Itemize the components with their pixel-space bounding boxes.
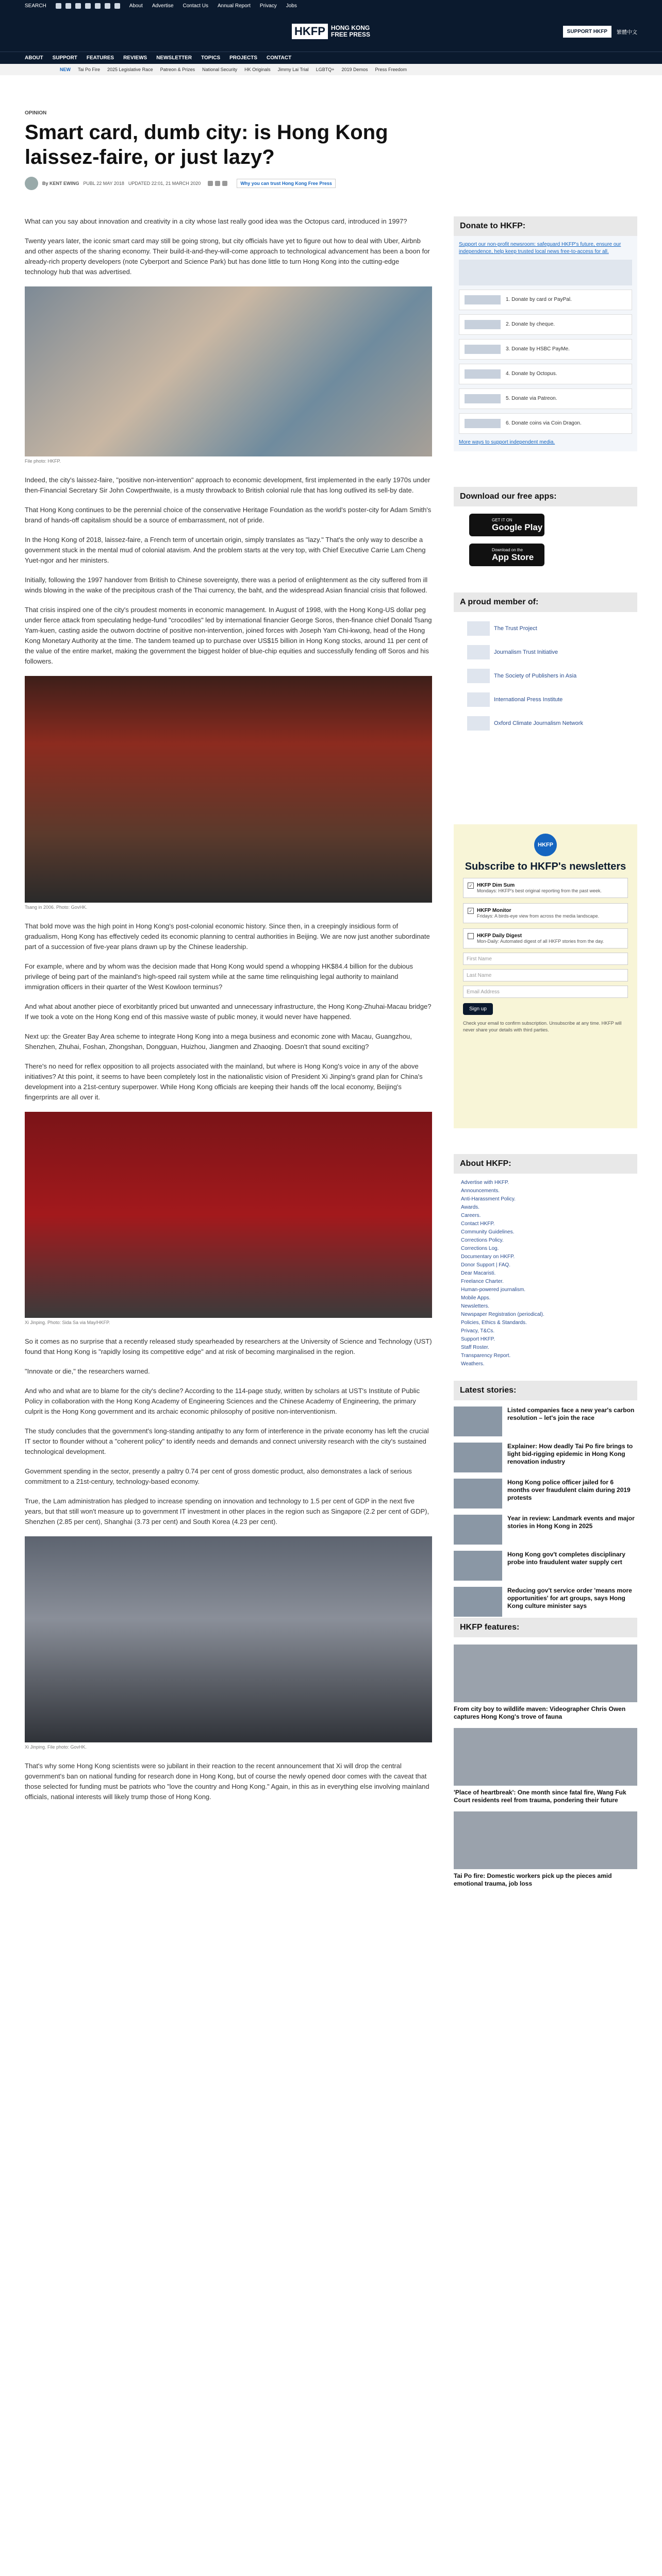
ticker-item[interactable]: 2019 Demos [341, 67, 368, 72]
donate-option[interactable]: 1. Donate by card or PayPal. [459, 290, 632, 310]
about-link[interactable]: Corrections Policy. [461, 1238, 504, 1243]
newsletter-widget [454, 824, 637, 1128]
email-field[interactable]: Email Address [463, 986, 628, 998]
about-link[interactable]: Freelance Charter. [461, 1279, 504, 1284]
topbar-link-contact[interactable]: Contact Us [183, 3, 208, 9]
article-paragraph: Twenty years later, the iconic smart card may still be going strong, but city officials have yet to figure out how to deal with Uber, Airbnb and other aspects of the sharing economy. Their build-it-and-they-will-come approach to technological advancement has been a boon for already-rich property developers (note Cyberport and Science Park) but has done little to turn Hong Kong into the cutting-edge technology hub that was advertised. [25, 237, 430, 276]
topbar-link-jobs[interactable]: Jobs [286, 3, 297, 9]
nav-features[interactable]: FEATURES [86, 55, 114, 61]
section-label[interactable]: OPINION [25, 110, 47, 116]
latest-story[interactable] [454, 1515, 637, 1545]
donate-widget [454, 216, 637, 451]
donate-option[interactable]: 6. Donate coins via Coin Dragon. [459, 413, 632, 434]
main-nav [0, 52, 662, 64]
donate-option[interactable]: 2. Donate by cheque. [459, 314, 632, 335]
nav-support[interactable]: SUPPORT [52, 55, 77, 61]
story-headline[interactable]: Hong Kong police officer jailed for 6 months over fraudulent claim during 2019 protests [507, 1479, 631, 1501]
ticker-item[interactable]: 2025 Legislative Race [107, 67, 153, 72]
logo-name: HONG KONG FREE PRESS [330, 24, 370, 38]
updated-date: UPDATED 22:01, 21 MARCH 2020 [128, 181, 201, 186]
topbar-link-annual-report[interactable]: Annual Report [217, 3, 251, 9]
article-paragraph: "Innovate or die," the researchers warned. [25, 1367, 150, 1375]
article-paragraph: There's no need for reflex opposition to all projects associated with the mainland, but where is Hong Kong's voice in any of the above initiatives? At this point, it seems to have been completely lost in the nationalistic vision of President Xi Jinping's grand plan for China's development into a 21st-century superpower. While Hong Kong officials are keeping their hands off the local economy, Beijing's fingerprints are all over it. [25, 1062, 423, 1101]
article-paragraph: What can you say about innovation and creativity in a city whose last really good idea was the Octopus card, introduced in 1997? [25, 217, 407, 225]
story-thumbnail[interactable] [454, 1515, 502, 1545]
topbar-link-advertise[interactable]: Advertise [152, 3, 174, 9]
about-link[interactable]: Anti-Harassment Policy. [461, 1196, 516, 1202]
instagram-icon[interactable] [75, 3, 81, 9]
features-list [454, 1645, 637, 1888]
byline [25, 177, 637, 190]
article-image-1 [25, 286, 432, 456]
donate-title: Donate to HKFP: [454, 216, 637, 236]
ticker-item[interactable]: HK Originals [244, 67, 271, 72]
donate-option[interactable]: 4. Donate by Octopus. [459, 364, 632, 384]
story-headline[interactable]: Listed companies face a new year's carbon resolution – let's join the race [507, 1406, 635, 1421]
latest-widget [454, 1381, 637, 1617]
about-link[interactable]: Dear Macaristi. [461, 1270, 496, 1276]
article-paragraph: Initially, following the 1997 handover from British to Chinese sovereignty, there was a period of enlightenment as the city suffered from ill winds blowing in the wake of the precipitous crash of the Thai currency, the baht, and the widespread Asian financial crisis that followed. [25, 576, 428, 594]
ticker-item[interactable]: Patreon & Prizes [160, 67, 195, 72]
ticker-item[interactable]: Tai Po Fire [78, 67, 101, 72]
nav-newsletter[interactable]: NEWSLETTER [156, 55, 192, 61]
newsletter-option[interactable]: ✓ HKFP Monitor Fridays: A birds-eye view from across the media landscape. [463, 903, 628, 923]
last-name-field[interactable]: Last Name [463, 969, 628, 981]
article-image-4 [25, 1536, 432, 1742]
feature-image[interactable] [454, 1645, 637, 1702]
member-logo[interactable]: Oxford Climate Journalism Network [467, 716, 637, 731]
image-caption: File photo: HKFP. [25, 459, 61, 464]
latest-list [454, 1406, 637, 1617]
latest-story[interactable] [454, 1479, 637, 1509]
story-thumbnail[interactable] [454, 1479, 502, 1509]
rss-icon[interactable] [114, 3, 120, 9]
member-logo[interactable]: International Press Institute [467, 692, 637, 707]
latest-story[interactable] [454, 1551, 637, 1581]
latest-story[interactable] [454, 1443, 637, 1472]
article-paragraph: Government spending in the sector, presently a paltry 0.74 per cent of gross domestic product, also demonstrates a lack of serious commitment to a 21st-century, technology-based economy. [25, 1467, 412, 1485]
article-image-2 [25, 676, 432, 903]
donate-more-link[interactable]: More ways to support independent media. [459, 439, 555, 445]
features-widget [454, 1618, 637, 1888]
article-paragraph: The study concludes that the government's long-standing antipathy to any form of interference in the private economy has left the crucial IT sector to flounder without a "coherent policy" to identify needs and demands and connect university research with the city's sustained technological development. [25, 1427, 429, 1455]
logo-mark: HKFP [292, 24, 328, 39]
story-thumbnail[interactable] [454, 1443, 502, 1472]
about-link[interactable]: Mobile Apps. [461, 1295, 491, 1301]
nav-topics[interactable]: TOPICS [201, 55, 221, 61]
about-link[interactable]: Corrections Log. [461, 1246, 499, 1251]
share-x-icon[interactable] [215, 181, 220, 186]
feature-headline[interactable]: 'Place of heartbreak': One month since fatal fire, Wang Fuk Court residents reel from trauma, pondering their future [454, 1789, 626, 1804]
about-link[interactable]: Community Guidelines. [461, 1229, 515, 1235]
trust-link[interactable]: Why you can trust Hong Kong Free Press [237, 179, 336, 188]
latest-story[interactable] [454, 1406, 637, 1436]
members-title: A proud member of: [454, 592, 637, 612]
article-paragraph: In the Hong Kong of 2018, laissez-faire, a French term of uncertain origin, simply translates as "lazy." That's the only way to describe a government stuck in the mental mud of colonial atavism. And the problem starts at the very top, with Chief Executive Carrie Lam Cheng Yuet-ngor and her ministers. [25, 536, 426, 564]
ticker-item[interactable]: LGBTQ+ [316, 67, 335, 72]
article-body [25, 216, 432, 1811]
feature-image[interactable] [454, 1811, 637, 1869]
about-link[interactable]: Transparency Report. [461, 1353, 511, 1359]
image-caption: Xi Jinping. File photo: GovHK. [25, 1744, 87, 1750]
story-thumbnail[interactable] [454, 1551, 502, 1581]
story-thumbnail[interactable] [454, 1587, 502, 1617]
feature-headline[interactable]: From city boy to wildlife maven: Videographer Chris Owen captures Hong Kong's trove of fauna [454, 1705, 626, 1720]
site-header [0, 11, 662, 52]
article-paragraph: And what about another piece of exorbitantly priced but unwanted and unnecessary infrastructure, the Hong Kong-Zhuhai-Macau bridge? If we took a vote on the Hong Kong end of this massive waste of public money, it would never have happened. [25, 1003, 432, 1021]
newsletter-logo: HKFP [534, 834, 557, 856]
ticker-item[interactable]: Jimmy Lai Trial [277, 67, 309, 72]
latest-title: Latest stories: [454, 1381, 637, 1400]
article-paragraph: Indeed, the city's laissez-faire, "positive non-intervention" approach to economic development, first implemented in the early 1970s under then-Financial Secretary Sir John Cowperthwaite, is a musty throwback to British colonial rule that has long outlived its sell-by date. [25, 476, 431, 494]
linkedin-icon[interactable] [105, 3, 110, 9]
article-paragraph: That crisis inspired one of the city's proudest moments in economic management. In August of 1998, with the Hong Kong-US dollar peg under fierce attack from speculating hedge-fund "crocodiles" led by international financier George Soros, then-finance chief Donald Tsang Yam-kuen, casting aside the outworn doctrine of positive non-intervention, joined forces with Joseph Yam Chi-kwong, head of the Hong Kong Monetary Authority at the time. The tandem teamed up to purchase over US$15 billion in Hong Kong stocks, around 11 per cent of the value of the entire market, making the government the biggest holder of blue-chip equities and successfully fending off Soros and his followers. [25, 606, 432, 665]
about-link[interactable]: Human-powered journalism. [461, 1287, 526, 1293]
app-store-badge[interactable]: Download on the App Store [469, 544, 544, 566]
topbar-link-privacy[interactable]: Privacy [259, 3, 277, 9]
topbar-link-about[interactable]: About [129, 3, 143, 9]
about-link[interactable]: Careers. [461, 1213, 481, 1218]
about-link[interactable]: Newspaper Registration (periodical). [461, 1312, 544, 1317]
search-link[interactable]: SEARCH [25, 3, 46, 9]
site-logo[interactable] [292, 24, 370, 39]
x-icon[interactable] [65, 3, 71, 9]
image-caption: Tsang in 2006. Photo: GovHK. [25, 905, 88, 910]
story-thumbnail[interactable] [454, 1406, 502, 1436]
newsletter-option[interactable]: HKFP Daily Digest Mon-Daily: Automated digest of all HKFP stories from the day. [463, 928, 628, 948]
support-button[interactable]: SUPPORT HKFP [563, 26, 611, 38]
nav-projects[interactable]: PROJECTS [229, 55, 258, 61]
article-paragraph: So it comes as no surprise that a recently released study spearheaded by researchers at the University of Science and Technology (UST) found that Hong Kong is "rapidly losing its competitive edge" and at risk of becoming marginalised in the region. [25, 1337, 432, 1355]
checkbox-checked[interactable]: ✓ [468, 883, 474, 889]
facebook-icon[interactable] [56, 3, 61, 9]
ticker-item[interactable]: National Security [202, 67, 238, 72]
image-caption: Xi Jinping. Photo: Sida Sa via May/HKFP. [25, 1320, 110, 1325]
nav-reviews[interactable]: REVIEWS [123, 55, 147, 61]
nav-contact[interactable]: CONTACT [267, 55, 292, 61]
member-logo[interactable]: Journalism Trust Initiative [467, 645, 637, 659]
story-headline[interactable]: Explainer: How deadly Tai Po fire brings to light bid-rigging epidemic in Hong Kong renovation industry [507, 1443, 633, 1465]
share-icons [208, 181, 227, 186]
about-link[interactable]: Privacy, T&Cs. [461, 1328, 495, 1334]
checkbox-checked[interactable]: ✓ [468, 908, 474, 914]
threads-icon[interactable] [95, 3, 101, 9]
newsletter-note: Check your email to confirm subscription. Unsubscribe at any time. HKFP will never share your details with third parties. [463, 1021, 622, 1032]
article-title: Smart card, dumb city: is Hong Kong laissez-faire, or just lazy? [25, 121, 388, 168]
member-logo[interactable]: The Trust Project [467, 621, 637, 636]
story-headline[interactable]: Hong Kong gov't completes disciplinary probe into fraudulent water supply cert [507, 1551, 625, 1566]
feature-headline[interactable]: Tai Po fire: Domestic workers pick up the pieces amid emotional trauma, job loss [454, 1872, 612, 1887]
about-link[interactable]: Documentary on HKFP. [461, 1254, 515, 1260]
about-link[interactable]: Staff Roster. [461, 1345, 489, 1350]
article-paragraph: Next up: the Greater Bay Area scheme to integrate Hong Kong into a mega business and economic zone with Macau, Guangzhou, Shenzhen, Zhuhai, Foshan, Zhongshan, Dongguan, Huizhou, Jiangmen and Zhaoqing. Doesn't that sound exciting? [25, 1032, 412, 1050]
newsletter-title: Subscribe to HKFP's newsletters [465, 861, 626, 872]
article-paragraph: That's why some Hong Kong scientists were so jubilant in their reaction to the recent announcement that Xi will drop the central government's ban on national funding for research done in Hong Kong, but of course the newly opened door comes with the caveat that those selected for funding must be patriots who "love the country and Hong Kong." Again, in this as in everything else involving mainland officials, national interests will likely trump those of Hong Kong. [25, 1762, 429, 1801]
about-link[interactable]: Announcements. [461, 1188, 500, 1194]
signup-button[interactable]: Sign up [463, 1003, 493, 1015]
article-paragraph: That bold move was the high point in Hong Kong's post-colonial economic history. Since then, in a creepingly insidious form of gradualism, Hong Kong has effectively ceded its economic planning to central authorities in Beijing. We are now just another subordinate part of a succession of five-year plans drawn up by the Chinese leadership. [25, 922, 430, 951]
article-paragraph: For example, where and by whom was the decision made that Hong Kong would spend a whopping HK$84.4 billion for the dubious privilege of being part of the mainland's high-speed rail system while at the same time relinquishing legal authority to mainland immigration officers in their quarter of the West Kowloon terminus? [25, 962, 413, 991]
apps-title: Download our free apps: [454, 487, 637, 506]
about-links [454, 1174, 637, 1374]
payment-logos [459, 260, 632, 285]
article-paragraph: That Hong Kong continues to be the perennial choice of the conservative Heritage Foundation as the world's poster-city for Adam Smith's brand of hands-off capitalism should be a source of embarrassment, not of pride. [25, 506, 432, 524]
about-link[interactable]: Weathers. [461, 1361, 485, 1367]
about-link[interactable]: Policies, Ethics & Standards. [461, 1320, 527, 1326]
published-date: PUBL 22 MAY 2018 [83, 181, 124, 186]
about-link[interactable]: Donor Support | FAQ. [461, 1262, 510, 1268]
donate-text[interactable]: Support our non-profit newsroom: safeguard HKFP's future, ensure our independence, help keep trusted local news free-to-access for all. [459, 242, 621, 255]
donate-option[interactable]: 5. Donate via Patreon. [459, 388, 632, 409]
youtube-icon[interactable] [85, 3, 91, 9]
article-image-3 [25, 1112, 432, 1318]
about-link[interactable]: Advertise with HKFP. [461, 1180, 509, 1185]
feature-image[interactable] [454, 1728, 637, 1786]
about-link[interactable]: Support HKFP. [461, 1336, 495, 1342]
checkbox[interactable] [468, 933, 474, 939]
latest-story[interactable] [454, 1587, 637, 1617]
first-name-field[interactable]: First Name [463, 953, 628, 965]
article-header [0, 110, 662, 190]
author-name[interactable]: By KENT EWING [42, 181, 79, 186]
newsletter-option[interactable]: ✓ HKFP Dim Sum Mondays: HKFP's best original reporting from the past week. [463, 878, 628, 898]
donate-option[interactable]: 3. Donate by HSBC PayMe. [459, 339, 632, 360]
share-email-icon[interactable] [222, 181, 227, 186]
ticker-new-label: NEW [60, 67, 71, 72]
google-play-badge[interactable]: GET IT ON Google Play [469, 514, 544, 536]
nav-about[interactable]: ABOUT [25, 55, 43, 61]
about-link[interactable]: Newsletters. [461, 1303, 490, 1309]
story-headline[interactable]: Reducing gov't service order 'means more opportunities' for art groups, says Hong Kong culture minister says [507, 1587, 632, 1609]
article-paragraph: And who and what are to blame for the city's decline? According to the 114-page study, written by scholars at UST's Institute of Public Policy in collaboration with the Hong Kong Academy of Engineering Sciences and the Chinese Academy of Engineering, the primary culprit is the Hong Kong government and its archaic economic philosophy of positive non-interventionism. [25, 1387, 420, 1415]
top-utility-bar [0, 0, 662, 11]
author-avatar [25, 177, 38, 190]
ticker-item[interactable]: Press Freedom [375, 67, 407, 72]
member-logo[interactable]: The Society of Publishers in Asia [467, 669, 637, 683]
language-link[interactable]: 繁體中文 [617, 30, 637, 36]
about-widget [454, 1154, 637, 1374]
about-title: About HKFP: [454, 1154, 637, 1174]
features-title: HKFP features: [454, 1618, 637, 1637]
about-link[interactable]: Awards. [461, 1205, 479, 1210]
members-widget [454, 592, 637, 731]
about-link[interactable]: Contact HKFP. [461, 1221, 495, 1227]
social-icons [56, 3, 120, 9]
topic-ticker [0, 64, 662, 75]
share-facebook-icon[interactable] [208, 181, 213, 186]
apps-widget [454, 487, 637, 566]
article-paragraph: True, the Lam administration has pledged to increase spending on innovation and technology to 1.5 per cent of GDP in the next five years, but that still won't measure up to government IT investment in other places in the region such as Singapore (2.2 per cent of GDP), Shenzhen (2.85 per cent), Shanghai (3.73 per cent) and South Korea (4.23 per cent). [25, 1497, 429, 1526]
story-headline[interactable]: Year in review: Landmark events and major stories in Hong Kong in 2025 [507, 1515, 635, 1530]
